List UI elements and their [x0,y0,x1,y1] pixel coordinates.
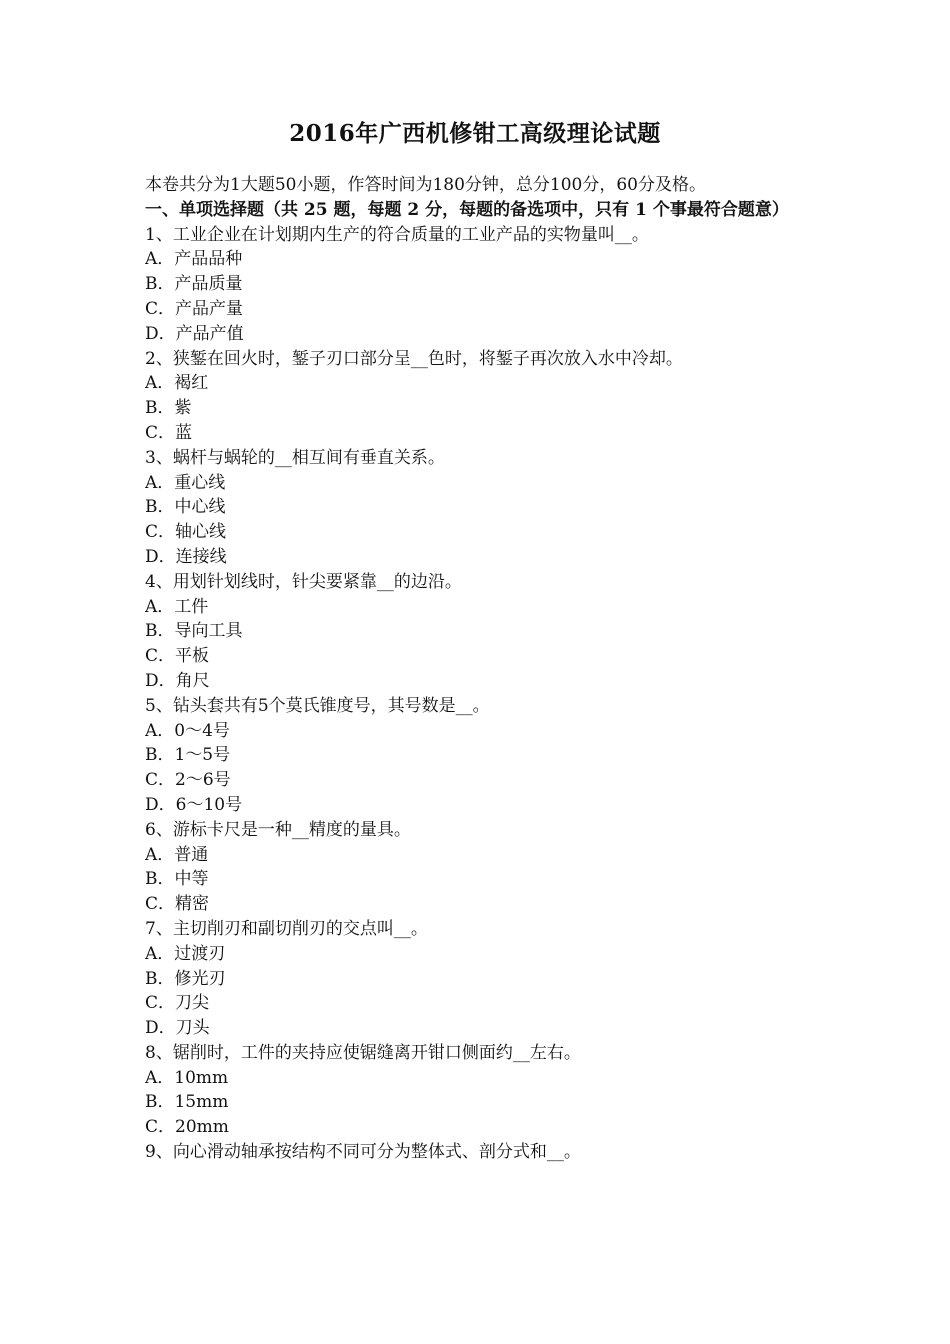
answer-option: D．刀头 [145,1018,210,1039]
question-text: 5、钻头套共有5个莫氏锥度号，其号数是__。 [145,695,490,716]
answer-option: B．导向工具 [145,621,243,642]
answer-option: C．产品产量 [145,298,244,319]
answer-option: A．10mm [145,1067,229,1088]
intro-text: 本卷共分为1大题50小题，作答时间为180分钟，总分100分，60分及格。 [145,175,706,195]
answer-option: C．20mm [145,1117,229,1138]
answer-option: C．刀尖 [145,993,210,1014]
question-text: 3、蜗杆与蜗轮的__相互间有垂直关系。 [145,447,445,468]
answer-option: C．蓝 [145,422,193,443]
answer-option: A．产品品种 [145,249,243,270]
answer-option: B．产品质量 [145,274,243,295]
question-text: 4、用划针划线时，针尖要紧靠__的边沿。 [145,571,462,592]
question-text: 6、游标卡尺是一种__精度的量具。 [145,819,411,840]
answer-option: D．6～10号 [145,794,243,815]
answer-option: C．2～6号 [145,770,231,791]
question-text: 7、主切削刃和副切削刃的交点叫__。 [145,918,428,939]
answer-option: B．修光刃 [145,968,226,989]
section-heading: 一、单项选择题（共 25 题，每题 2 分，每题的备选项中，只有 1 个事最符合题意） [145,199,789,220]
answer-option: C．轴心线 [145,522,227,543]
answer-option: B．1～5号 [145,745,231,766]
answer-option: B．中心线 [145,497,226,518]
question-text: 2、狭錾在回火时，錾子刃口部分呈__色时，将錾子再次放入水中冷却。 [145,348,683,369]
answer-option: A．过渡刃 [145,943,226,964]
answer-option: D．产品产值 [145,323,244,344]
answer-option: C．平板 [145,646,210,667]
answer-option: A．褐红 [145,373,209,394]
question-text: 1、工业企业在计划期内生产的符合质量的工业产品的实物量叫__。 [145,224,649,245]
question-text: 9、向心滑动轴承按结构不同可分为整体式、剖分式和__。 [145,1142,581,1163]
answer-option: A．工件 [145,596,209,617]
answer-option: A．重心线 [145,472,226,493]
question-text: 8、锯削时，工件的夹持应使锯缝离开钳口侧面约__左右。 [145,1042,581,1063]
answer-option: A．0～4号 [145,720,230,741]
answer-option: A．普通 [145,844,209,865]
answer-option: C．精密 [145,894,210,915]
answer-option: B．中等 [145,869,209,890]
answer-option: D．连接线 [145,546,227,567]
document-title: 2016年广西机修钳工高级理论试题 [289,120,661,147]
document-body [145,173,825,1165]
answer-option: D．角尺 [145,670,210,691]
answer-option: B．紫 [145,398,192,419]
question-list [145,223,825,1165]
answer-option: B．15mm [145,1092,229,1113]
